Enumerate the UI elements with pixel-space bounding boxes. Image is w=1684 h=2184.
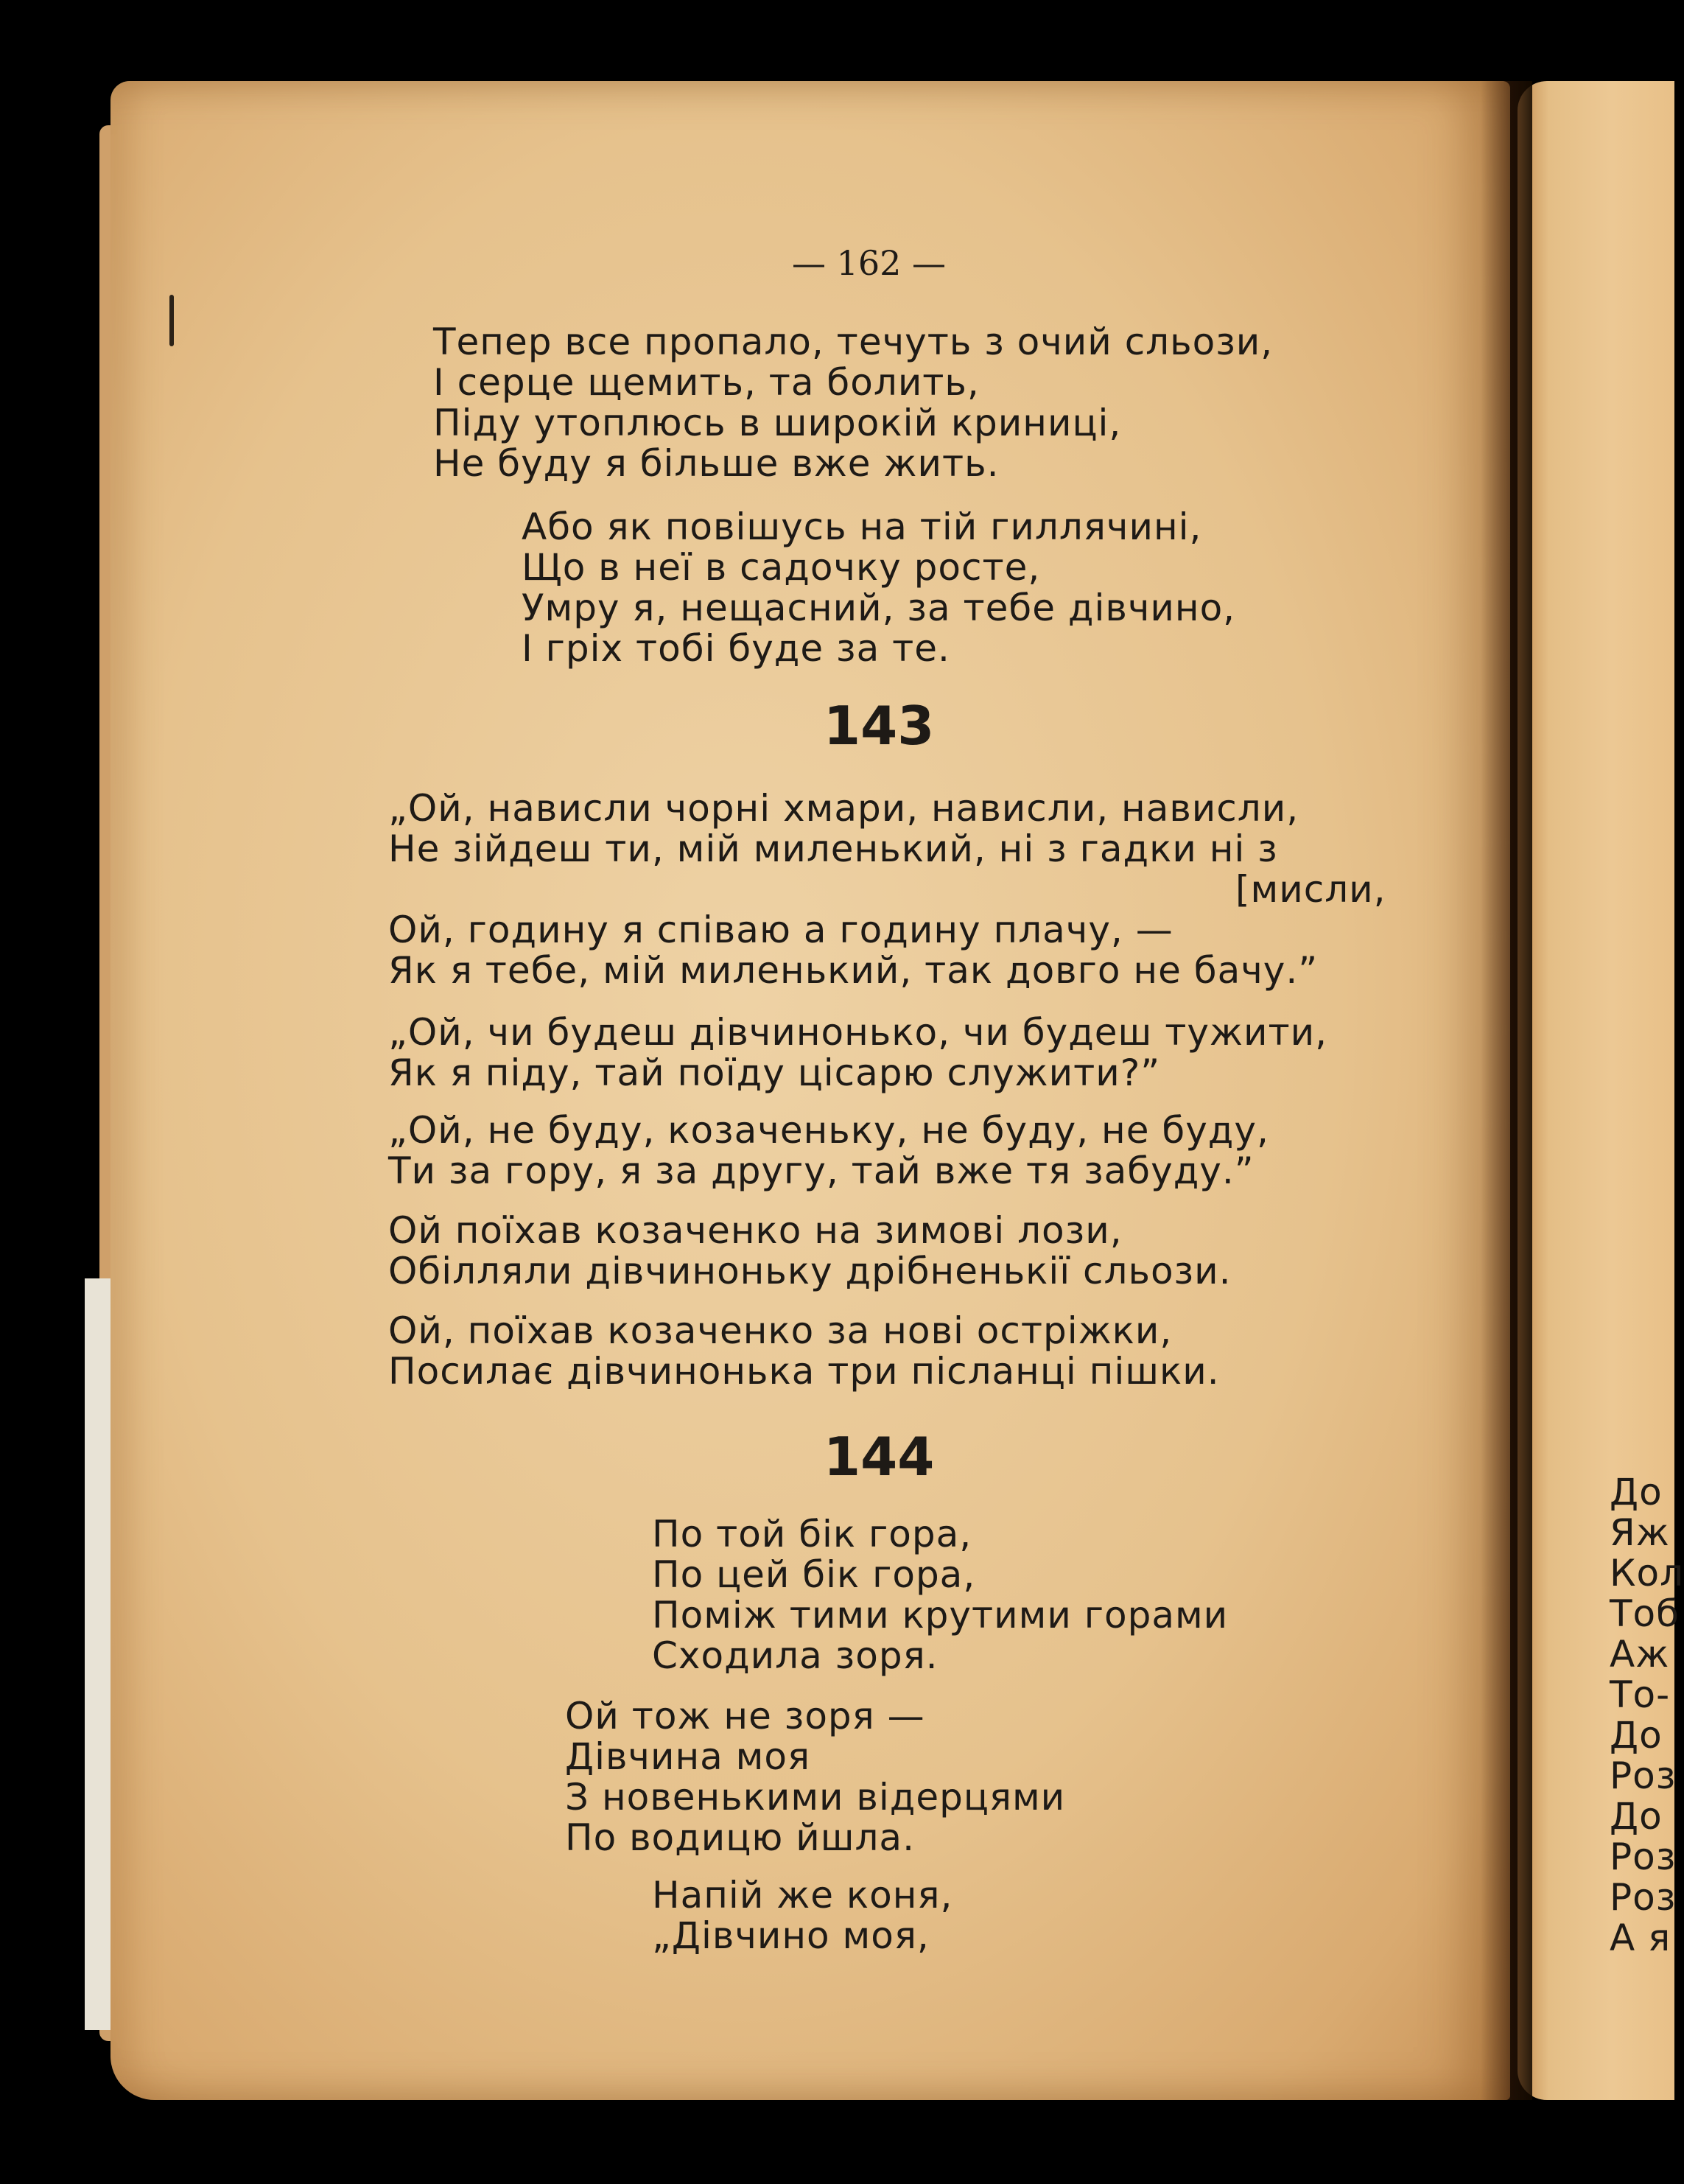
verse-line: „Ой, не буду, козаченьку, не буду, не буду, xyxy=(388,1109,1269,1152)
stanza-a xyxy=(433,322,1273,484)
fragment-line: Дo xyxy=(1610,1714,1663,1757)
fragment-line: Кол xyxy=(1610,1552,1684,1595)
fragment-line: Аж xyxy=(1610,1633,1670,1676)
verse-line: Ти за гору, я за другу, тай вже тя забуду.” xyxy=(388,1149,1255,1192)
verse-line: Як я піду, тай поїду цісарю служити?” xyxy=(388,1051,1161,1094)
verse-line: З новенькими відерцями xyxy=(565,1776,1066,1819)
verse-line: Напій же коня, xyxy=(652,1874,953,1917)
verse-line: Що в неї в садочку росте, xyxy=(522,546,1041,589)
verse-line: „Ой, чи будеш дівчинонько, чи будеш тужити, xyxy=(388,1011,1327,1054)
verse-line: По водицю йшла. xyxy=(565,1816,915,1859)
verse-line: Як я тебе, мій миленький, так довго не бачу.” xyxy=(388,949,1319,992)
fragment-line: Роз xyxy=(1610,1754,1677,1797)
verse-line: Ой тож не зоря — xyxy=(565,1695,925,1737)
verse-line: По цей бік гора, xyxy=(652,1553,976,1596)
verse-line: „Ой, нависли чорні хмари, нависли, нависли, xyxy=(388,787,1299,830)
verse-line: Посилає дівчинонька три післанці пішки. xyxy=(388,1350,1220,1393)
verse-line: „Дівчино моя, xyxy=(652,1914,930,1957)
fragment-line: А я xyxy=(1610,1917,1671,1959)
song-number-144: 144 xyxy=(824,1426,935,1488)
page-number: — 162 — xyxy=(792,243,947,283)
song-number-143: 143 xyxy=(824,695,935,757)
verse-line: Сходила зоря. xyxy=(652,1634,939,1677)
song-143-stanza-4 xyxy=(388,1211,1232,1292)
fragment-line: Дo xyxy=(1610,1471,1663,1513)
verse-line: І гріх тобі буде за те. xyxy=(522,627,950,670)
right-page-fragments xyxy=(1610,1472,1684,1959)
verse-line: Ой поїхав козаченко на зимові лози, xyxy=(388,1209,1123,1252)
fragment-line: Яж xyxy=(1610,1511,1670,1554)
book-gutter xyxy=(1481,81,1532,2100)
song-144-stanza-1 xyxy=(652,1514,1228,1676)
verse-line: Ой, поїхав козаченко за нові остріжки, xyxy=(388,1309,1173,1352)
fragment-line: Дo xyxy=(1610,1795,1663,1838)
verse-line: Піду утоплюсь в широкій криниці, xyxy=(433,402,1122,444)
verse-line: Не зійдеш ти, мій миленький, ні з гадки ні з xyxy=(388,827,1278,870)
verse-line-continuation: [мисли, xyxy=(1235,868,1386,911)
song-143-stanza-1 xyxy=(388,788,1386,991)
song-143-stanza-5 xyxy=(388,1311,1220,1392)
verse-line: Умру я, нещасний, за тебе дівчино, xyxy=(522,587,1236,629)
verse-line: Поміж тими крутими горами xyxy=(652,1594,1229,1637)
fragment-line: Роз xyxy=(1610,1835,1677,1878)
song-143-stanza-3 xyxy=(388,1110,1269,1191)
song-144-stanza-3 xyxy=(652,1875,952,1956)
paper-strip xyxy=(85,1278,114,2030)
song-144-stanza-2 xyxy=(565,1696,1065,1858)
verse-line: По той бік гора, xyxy=(652,1513,972,1555)
stanza-b xyxy=(522,507,1235,669)
verse-line: Обілляли дівчиноньку дрібненькії сльози. xyxy=(388,1250,1232,1292)
fragment-line: То- xyxy=(1610,1673,1671,1716)
verse-line: Або як повішусь на тій гиллячині, xyxy=(522,505,1202,548)
verse-line: Ой, годину я співаю а годину плачу, — xyxy=(388,909,1173,951)
fragment-line: Тоб xyxy=(1610,1592,1680,1635)
verse-line: І серце щемить, та болить, xyxy=(433,361,980,404)
verse-line: Не буду я більше вже жить. xyxy=(433,442,1000,485)
verse-line: Тепер все пропало, течуть з очий сльози, xyxy=(433,321,1274,363)
fragment-line: Роз xyxy=(1610,1876,1677,1919)
song-143-stanza-2 xyxy=(388,1012,1327,1093)
margin-mark xyxy=(169,295,174,346)
verse-line: Дівчина моя xyxy=(565,1735,811,1778)
